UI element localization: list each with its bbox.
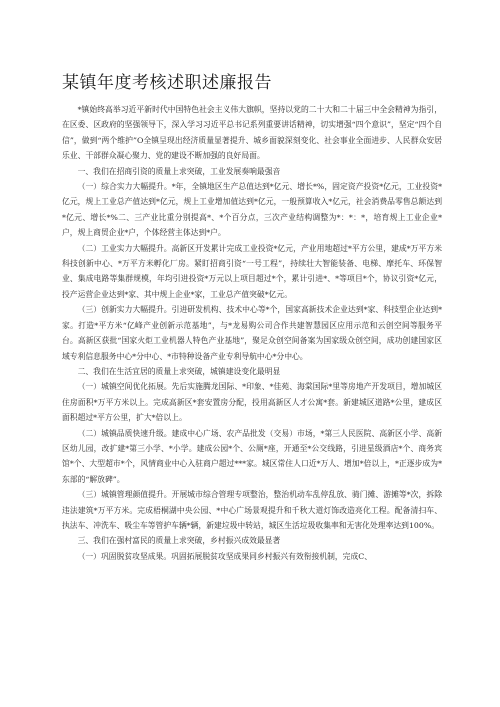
section-heading-1: 一、我们在招商引资的质量上求突破，工业发展奏响最强音 [77, 166, 281, 176]
section-heading-2: 二、我们在生活宜居的质量上求突破，城镇建设变化最明显 [77, 366, 281, 376]
section-heading-3: 三、我们在强村富民的质量上求突破，乡村振兴成效最显著 [77, 536, 281, 546]
body-paragraph: （二）城镇品质快速升级。建成中心广场、农产品批发（交易）市场，*第三人民医院、高新区小学、高新区幼儿园，改扩建*第三小学、*小学。建成公园*个、公厕*座，开通至*公交线路，引进星级酒店*个、商务宾馆*个、大型超市*个，风情商业中心入驻商户超过***家。城区常住人口近*万人、增加*倍以上，*正逐步成为*东部的“解放碑”。 [62, 428, 442, 484]
intro-paragraph: *镇始终高举习近平新时代中国特色社会主义伟大旗帜，坚持以党的二十大和二十届三中全会精神为指引，在区委、区政府的坚强领导下，深入学习习近平总书记系列重要讲话精神，切实增强“四个意识”，坚定“四个自信”，做到“两个维护”O全镇呈现出经济质量显著提升、城乡面貌深刻变化、社会事业全面进步、人民群众安居乐业、干部群众凝心聚力、党的建设不断加强的良好局面。 [62, 105, 442, 161]
document-title: 某镇年度考核述职述廉报告 [62, 73, 272, 93]
body-paragraph: （一）综合实力大幅提升。*年，全镇地区生产总值达到*亿元、增长*%，固定资产投资*亿元，工业投资*亿元，规上工业总产值达到*亿元，规上工业增加值达到*亿元，一般预算收入*亿元，社会消费品零售总额达到*亿元、增长*%二、三产业比重分别提高*、*个百分点，三次产业结构调整为*：*：*，培育规上工业企业*户，规上商贸企业*户，个体经营主体达到*户。 [62, 182, 442, 238]
body-paragraph: （二）工业实力大幅提升。高新区开发累计完成工业投资*亿元，产业用地超过*平方公里，建成*万平方米科技创新中心、*万平方米孵化厂房。紧盯招商引资“一号工程”，持续壮大智能装备、电梯、摩托车、环保智业、集成电路等集群规模，年均引进投资*万元以上项目超过*个，累计引进*、*等项目*个，协议引资*亿元，投产运营企业达到*家、其中规上企业*家，工业总产值突破*亿元。 [62, 243, 442, 299]
body-paragraph: （一）巩固脱贫攻坚成果。巩固拓展脱贫攻坚成果同乡村振兴有效衔接机制，完成C、 [77, 551, 373, 561]
body-paragraph: （三）创新实力大幅提升。引进研发机构、技术中心等*个，国家高新技术企业达到*家、科技型企业达到*家。打造*平方米“亿峰产业创新示范基地”，与*龙易购公司合作共建智慧园区应用示范和云创空间等服务平台。高新区获批“国家火炬工业机器人特色产业基地”，聚足众创空间备案为国家级众创空间，成功创建国家区域专利信息服务中心*分中心、*市特种设备产业专利导航中心*分中心。 [62, 305, 442, 361]
body-paragraph: （一）城镇空间优化拓展。先后实施腾龙国际、*印象、*佳苑、海棠国际*里等房地产开发项目，增加城区住房面积*万平方米以上。完成高新区*套安置房分配，投用高新区人才公寓*套。新建城区道路*公里，建成区面积超过*平方公里，扩大*倍以上。 [62, 382, 442, 423]
body-paragraph: （三）城镇管理颜值提升。开展城市综合管理专项整治，整治机动车乱停乱放、骑门摊、游摊等*次，拆除违法建筑*万平方米。完成梧桐湖中央公园、*中心广场景观提升和千秋大道灯饰改造亮化工程。配备清扫车、执法车、冲洗车、吸尘车等管护车辆*辆，新建垃圾中转站，城区生活垃圾收集率和无害化处理率达到100%。 [62, 490, 442, 530]
document-body [62, 102, 442, 564]
